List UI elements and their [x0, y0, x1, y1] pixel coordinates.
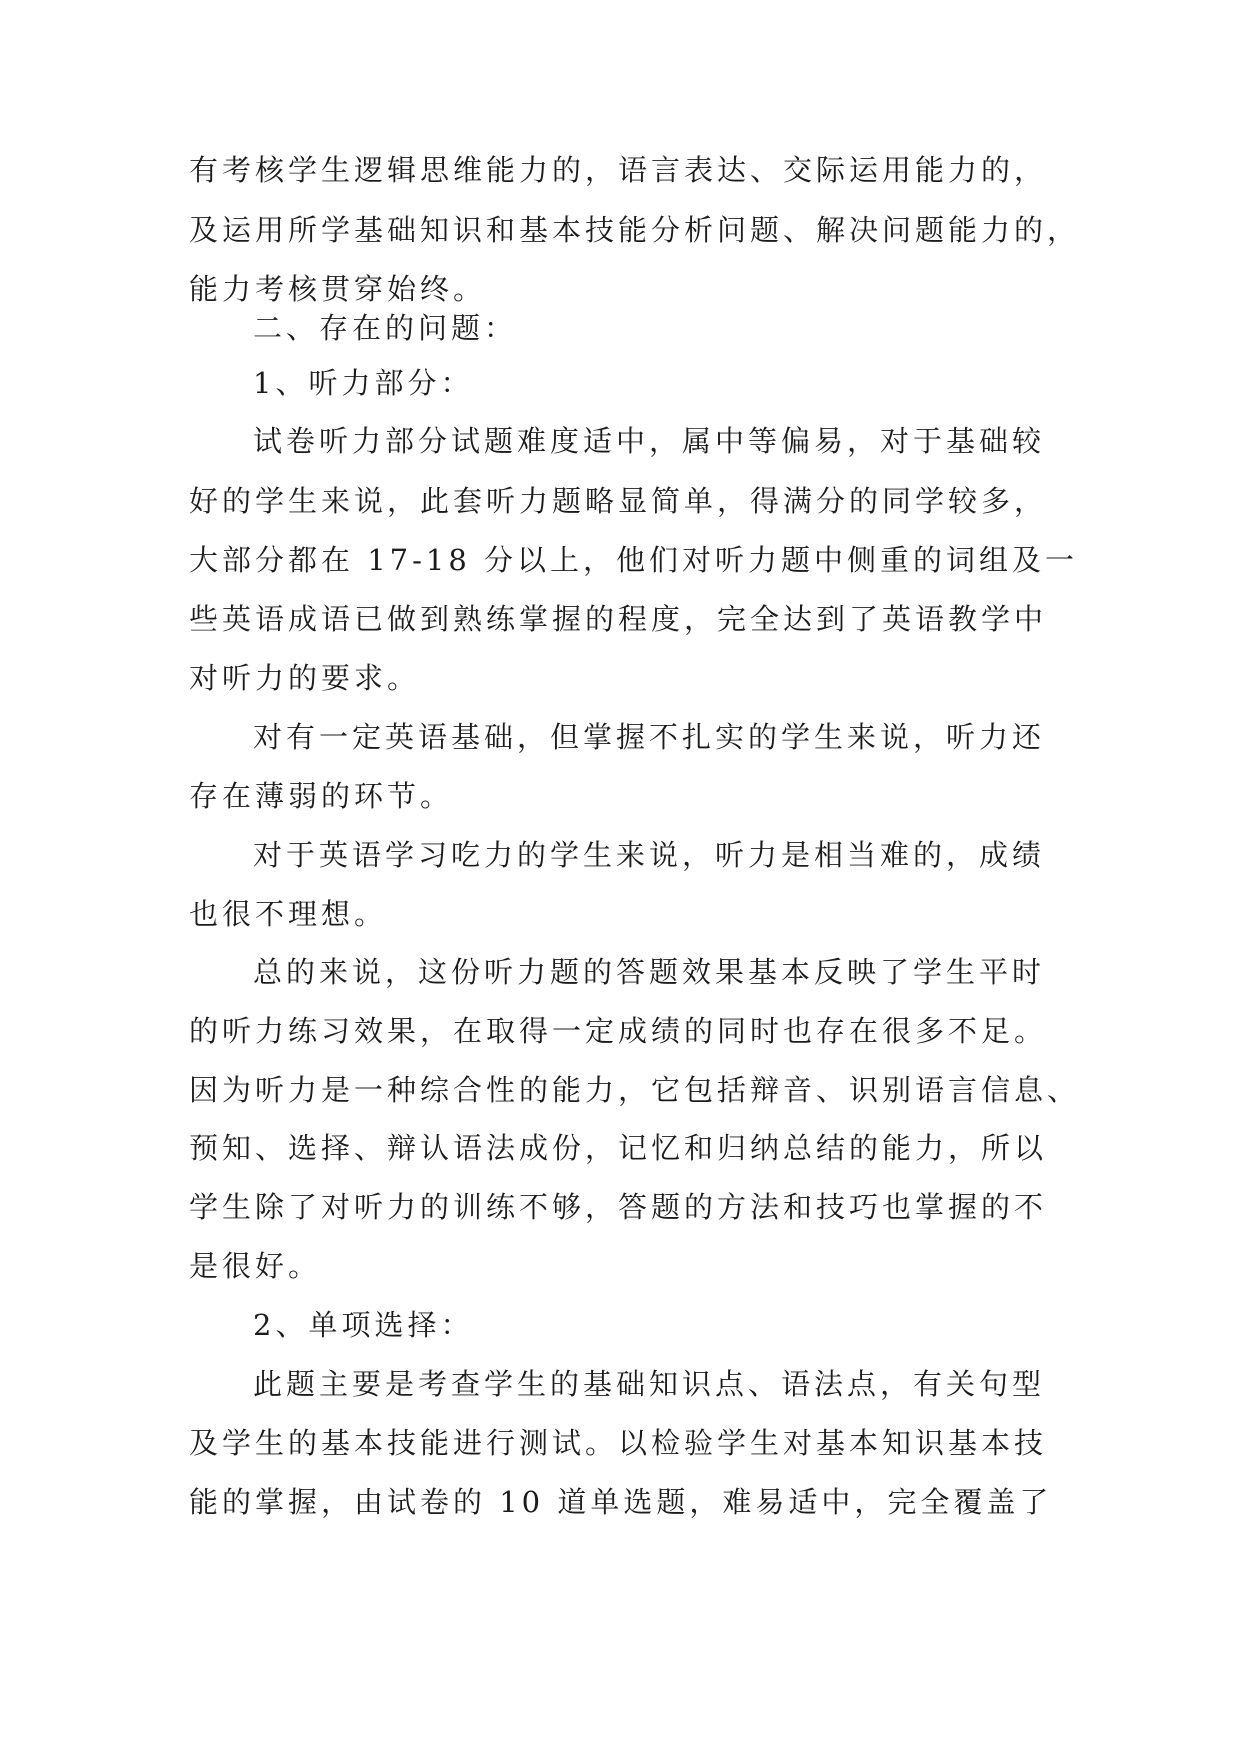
- text-line: 大部分都在 17-18 分以上，他们对听力题中侧重的词组及一: [189, 543, 1079, 577]
- text-line: 存在薄弱的环节。: [189, 779, 454, 813]
- subsection-heading: 1、听力部分：: [253, 366, 474, 400]
- text-line: 有考核学生逻辑思维能力的，语言表达、交际运用能力的，: [189, 153, 1048, 187]
- paragraph-start: 对于英语学习吃力的学生来说，听力是相当难的，成绩: [253, 838, 1046, 872]
- text-line: 也很不理想。: [189, 897, 388, 931]
- paragraph-start: 总的来说，这份听力题的答题效果基本反映了学生平时: [253, 955, 1046, 989]
- text-line: 学生除了对听力的训练不够，答题的方法和技巧也掌握的不: [189, 1190, 1048, 1224]
- text-line: 些英语成语已做到熟练掌握的程度，完全达到了英语教学中: [189, 602, 1048, 636]
- text-line: 及学生的基本技能进行测试。以检验学生对基本知识基本技: [189, 1426, 1048, 1460]
- text-line: 能的掌握，由试卷的 10 道单选题，难易适中，完全覆盖了: [189, 1485, 1053, 1519]
- text-line: 的听力练习效果，在取得一定成绩的同时也存在很多不足。: [189, 1014, 1048, 1048]
- text-line: 好的学生来说，此套听力题略显简单，得满分的同学较多，: [189, 484, 1048, 518]
- text-line: 能力考核贯穿始终。: [189, 272, 487, 306]
- paragraph-start: 此题主要是考查学生的基础知识点、语法点，有关句型: [253, 1367, 1046, 1401]
- subsection-heading: 2、单项选择：: [253, 1308, 474, 1342]
- section-heading: 二、存在的问题：: [253, 311, 518, 345]
- text-line: 因为听力是一种综合性的能力，它包括辩音、识别语言信息、: [189, 1073, 1081, 1107]
- paragraph-start: 试卷听力部分试题难度适中，属中等偏易，对于基础较: [253, 424, 1046, 458]
- text-line: 对听力的要求。: [189, 661, 421, 695]
- text-line: 及运用所学基础知识和基本技能分析问题、解决问题能力的，: [189, 213, 1081, 247]
- text-line: 预知、选择、辩认语法成份，记忆和归纳总结的能力，所以: [189, 1131, 1048, 1165]
- text-line: 是很好。: [189, 1249, 322, 1283]
- paragraph-start: 对有一定英语基础，但掌握不扎实的学生来说，听力还: [253, 720, 1046, 754]
